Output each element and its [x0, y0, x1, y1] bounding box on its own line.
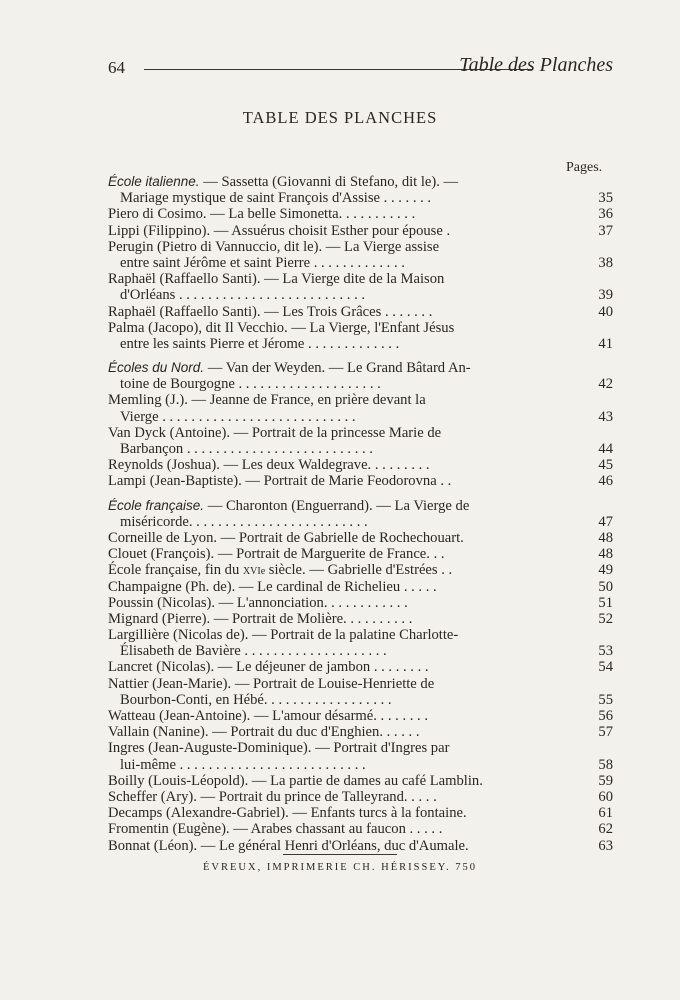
page-ref: 63 — [598, 837, 613, 854]
list-item — [108, 838, 613, 854]
list-item — [108, 360, 613, 392]
page-ref: 58 — [598, 756, 613, 773]
list-item — [108, 304, 613, 320]
entry-body: Clouet (François). — Portrait de Marguerite de France. . . — [108, 546, 445, 563]
list-item — [108, 239, 613, 271]
entry-text — [108, 627, 458, 643]
entry-text — [120, 514, 368, 530]
entry-body: d'Orléans . . . . . . . . . . . . . . . . . . . . . . . . . . — [120, 287, 366, 304]
list-item — [108, 611, 613, 627]
entry-line — [108, 304, 613, 320]
entry-body: Nattier (Jean-Marie). — Portrait de Louise-Henriette de — [108, 675, 435, 692]
running-title: Table des Planches — [459, 54, 613, 76]
list-item — [108, 320, 613, 352]
page-ref: 46 — [598, 473, 613, 490]
entry-line — [108, 457, 613, 473]
page-ref: 37 — [598, 222, 613, 239]
entry-line — [108, 223, 613, 239]
entry-line — [108, 579, 613, 595]
page-ref: 48 — [598, 546, 613, 563]
page-ref: 38 — [598, 254, 613, 271]
page-ref: 62 — [598, 821, 613, 838]
entry-text — [108, 271, 444, 287]
entry-body: Boilly (Louis-Léopold). — La partie de dames au café Lamblin. — [108, 772, 483, 789]
entry-text — [108, 740, 449, 756]
entry-body: Bonnat (Léon). — Le général Henri d'Orléans, duc d'Aumale. — [108, 837, 469, 854]
entry-text — [108, 821, 442, 837]
entry-line — [108, 409, 613, 425]
list-item — [108, 457, 613, 473]
entry-text — [108, 546, 445, 562]
entry-line — [108, 320, 613, 336]
entry-text — [108, 320, 454, 336]
entry-line — [108, 271, 613, 287]
entry-line — [108, 789, 613, 805]
section-gap — [108, 352, 613, 360]
entry-line — [108, 805, 613, 821]
page-ref: 54 — [598, 659, 613, 676]
section-heading: Écoles du Nord. — [108, 360, 205, 376]
entry-text — [108, 457, 430, 473]
entry-line — [108, 724, 613, 740]
page-ref: 59 — [598, 772, 613, 789]
list-item — [108, 425, 613, 457]
entry-text — [120, 190, 431, 206]
entry-text — [108, 473, 451, 489]
list-item — [108, 174, 613, 206]
entry-line — [108, 336, 613, 352]
list-item — [108, 392, 613, 424]
entry-body-cont: siècle. — Gabrielle d'Estrées . . — [265, 562, 453, 579]
page-ref: 44 — [598, 441, 613, 457]
entry-text — [120, 692, 392, 708]
page-ref: 45 — [598, 457, 613, 474]
entry-line — [108, 514, 613, 530]
entry-line — [108, 473, 613, 489]
entry-line — [108, 239, 613, 255]
list-item — [108, 498, 613, 530]
entry-body: entre saint Jérôme et saint Pierre . . . . . . . . . . . . . — [120, 254, 405, 271]
list-item — [108, 724, 613, 740]
entry-text — [108, 724, 419, 740]
entry-body: Barbançon . . . . . . . . . . . . . . . . . . . . . . . . . . — [120, 441, 373, 457]
entry-body: Piero di Cosimo. — La belle Simonetta. . . . . . . . . . . — [108, 206, 416, 223]
entry-line — [108, 546, 613, 562]
entry-body: Vierge . . . . . . . . . . . . . . . . . . . . . . . . . . . — [120, 408, 356, 425]
entry-text — [108, 579, 437, 595]
printer-imprint: ÉVREUX, IMPRIMERIE CH. HÉRISSEY. 750 — [203, 862, 477, 873]
entry-body: Largillière (Nicolas de). — Portrait de la palatine Charlotte- — [108, 627, 459, 644]
entry-body: Lippi (Filippino). — Assuérus choisit Esther pour épouse . — [108, 222, 451, 239]
entry-text — [120, 441, 373, 457]
entry-body: lui-même . . . . . . . . . . . . . . . . . . . . . . . . . . — [120, 756, 366, 773]
entry-text — [108, 611, 412, 627]
section-gap — [108, 490, 613, 498]
entry-text — [120, 643, 387, 659]
entry-body: Palma (Jacopo), dit Il Vecchio. — La Vierge, l'Enfant Jésus — [108, 319, 455, 336]
entry-body: Champaigne (Ph. de). — Le cardinal de Richelieu . . . . . — [108, 578, 437, 595]
page-ref: 47 — [598, 513, 613, 530]
section-heading: École française. — [108, 497, 205, 513]
entry-text — [108, 838, 469, 854]
page-ref: 53 — [598, 643, 613, 660]
entry-text — [108, 206, 415, 222]
entry-line — [108, 773, 613, 789]
century-smallcaps: XVIe — [242, 566, 266, 578]
entry-text — [108, 708, 428, 724]
entry-line — [108, 360, 613, 376]
entry-line — [108, 740, 613, 756]
entry-line — [108, 441, 613, 457]
entry-body: Fromentin (Eugène). — Arabes chassant au faucon . . . . . — [108, 821, 443, 838]
entry-line — [108, 595, 613, 611]
list-item — [108, 579, 613, 595]
list-item — [108, 821, 613, 837]
page-ref: 57 — [598, 724, 613, 741]
page-ref: 55 — [598, 691, 613, 708]
entry-line — [108, 708, 613, 724]
entry-body: Poussin (Nicolas). — L'annonciation. . . . . . . . . . . . — [108, 594, 408, 611]
entry-text — [120, 757, 366, 773]
list-item — [108, 708, 613, 724]
entry-body: Decamps (Alexandre-Gabriel). — Enfants turcs à la fontaine. — [108, 805, 467, 822]
section-heading: École italienne. — [108, 174, 200, 189]
entry-body: Bourbon-Conti, en Hébé. . . . . . . . . . . . . . . . . . — [120, 691, 392, 708]
page-ref: 52 — [598, 610, 613, 627]
list-item — [108, 546, 613, 562]
entry-text — [108, 805, 467, 821]
entry-line — [108, 174, 613, 190]
entry-line — [108, 627, 613, 643]
page-ref: 49 — [598, 562, 613, 579]
list-item — [108, 223, 613, 239]
page-ref: 40 — [598, 303, 613, 320]
entry-text — [108, 595, 408, 611]
entry-text — [108, 239, 439, 255]
entry-line — [108, 659, 613, 675]
entry-line — [108, 611, 613, 627]
entry-body: Scheffer (Ary). — Portrait du prince de Talleyrand. . . . . — [108, 788, 437, 805]
entry-line — [108, 692, 613, 708]
page-ref: 42 — [598, 376, 613, 393]
entry-body: miséricorde. . . . . . . . . . . . . . . . . . . . . . . . . — [120, 513, 368, 530]
entry-line — [108, 206, 613, 222]
entry-body: Lampi (Jean-Baptiste). — Portrait de Marie Feodorovna . . — [108, 473, 452, 490]
list-item — [108, 659, 613, 675]
entry-text — [108, 223, 450, 239]
entry-body: — Sassetta (Giovanni di Stefano, dit le). — — [199, 174, 459, 190]
entry-text — [108, 773, 483, 789]
entry-body: Vallain (Nanine). — Portrait du duc d'Enghien. . . . . . — [108, 724, 420, 741]
entry-body: Élisabeth de Bavière . . . . . . . . . . . . . . . . . . . . — [120, 643, 387, 660]
entry-body: Lancret (Nicolas). — Le déjeuner de jambon . . . . . . . . — [108, 659, 429, 676]
page-ref: 60 — [598, 788, 613, 805]
entry-body: Ingres (Jean-Auguste-Dominique). — Portrait d'Ingres par — [108, 740, 450, 757]
entry-line — [108, 676, 613, 692]
entry-body: Memling (J.). — Jeanne de France, en prière devant la — [108, 392, 426, 409]
entry-body: — Van der Weyden. — Le Grand Bâtard An- — [204, 360, 471, 377]
list-item — [108, 271, 613, 303]
list-item — [108, 206, 613, 222]
list-item — [108, 740, 613, 772]
entry-body: Reynolds (Joshua). — Les deux Waldegrave. . . . . . . . . — [108, 457, 430, 474]
entry-text — [120, 409, 356, 425]
entry-text — [108, 174, 458, 190]
entry-text — [120, 336, 399, 352]
entry-line — [108, 530, 613, 546]
page-ref: 56 — [598, 708, 613, 724]
entry-line — [108, 190, 613, 206]
entry-text — [108, 425, 441, 441]
page-ref: 39 — [598, 287, 613, 304]
page-ref: 51 — [598, 594, 613, 611]
list-item — [108, 473, 613, 489]
entry-line — [108, 562, 613, 578]
entry-body: Raphaël (Raffaello Santi). — La Vierge dite de la Maison — [108, 271, 445, 288]
entry-text — [108, 789, 437, 805]
entry-body: Watteau (Jean-Antoine). — L'amour désarmé. . . . . . . . — [108, 708, 428, 724]
entry-line — [108, 757, 613, 773]
entry-body: toine de Bourgogne . . . . . . . . . . . . . . . . . . . . — [120, 376, 381, 393]
entry-body: Raphaël (Raffaello Santi). — Les Trois Grâces . . . . . . . — [108, 303, 433, 320]
entry-line — [108, 821, 613, 837]
page-ref: 43 — [598, 408, 613, 425]
entry-line — [108, 838, 613, 854]
entry-line — [108, 287, 613, 303]
pages-column-label: Pages. — [566, 160, 603, 175]
entry-body: Perugin (Pietro di Vannuccio, dit le). — La Vierge assise — [108, 238, 440, 255]
entry-line — [108, 392, 613, 408]
page-ref: 41 — [598, 335, 613, 352]
list-item — [108, 805, 613, 821]
entry-line — [108, 255, 613, 271]
entry-text — [120, 255, 405, 271]
list-item — [108, 562, 613, 578]
entry-line — [108, 643, 613, 659]
entry-line — [108, 376, 613, 392]
entry-body: — Charonton (Enguerrand). — La Vierge de — [204, 497, 470, 514]
entry-text — [108, 659, 429, 675]
list-item — [108, 676, 613, 708]
footer-rule — [283, 854, 397, 855]
entry-text — [108, 676, 434, 692]
entry-text — [108, 392, 426, 408]
page-ref: 61 — [598, 805, 613, 822]
entry-body: Mariage mystique de saint François d'Assise . . . . . . . — [120, 190, 432, 207]
list-item — [108, 595, 613, 611]
list-item — [108, 773, 613, 789]
page-ref: 36 — [598, 206, 613, 223]
entry-body: Mignard (Pierre). — Portrait de Molière. . . . . . . . . . — [108, 610, 413, 627]
entry-text — [108, 304, 432, 320]
entry-body: École française, fin du — [108, 562, 243, 579]
list-item — [108, 789, 613, 805]
entry-text — [120, 287, 365, 303]
entry-line — [108, 425, 613, 441]
entry-text — [108, 360, 471, 376]
entry-body: entre les saints Pierre et Jérome . . . . . . . . . . . . . — [120, 335, 400, 352]
entry-body: Corneille de Lyon. — Portrait de Gabrielle de Rochechouart. — [108, 529, 464, 546]
entry-text — [120, 376, 381, 392]
plates-list — [108, 174, 613, 854]
page-title: TABLE DES PLANCHES — [242, 108, 438, 127]
page-ref: 48 — [598, 529, 613, 546]
running-header — [108, 54, 613, 84]
entry-text — [108, 498, 469, 514]
page-ref: 50 — [598, 578, 613, 595]
entry-body: Van Dyck (Antoine). — Portrait de la princesse Marie de — [108, 424, 442, 441]
entry-line — [108, 498, 613, 514]
page-ref: 35 — [598, 190, 613, 207]
list-item — [108, 530, 613, 546]
list-item — [108, 627, 613, 659]
page-number: 64 — [108, 58, 125, 77]
entry-text — [108, 530, 464, 546]
